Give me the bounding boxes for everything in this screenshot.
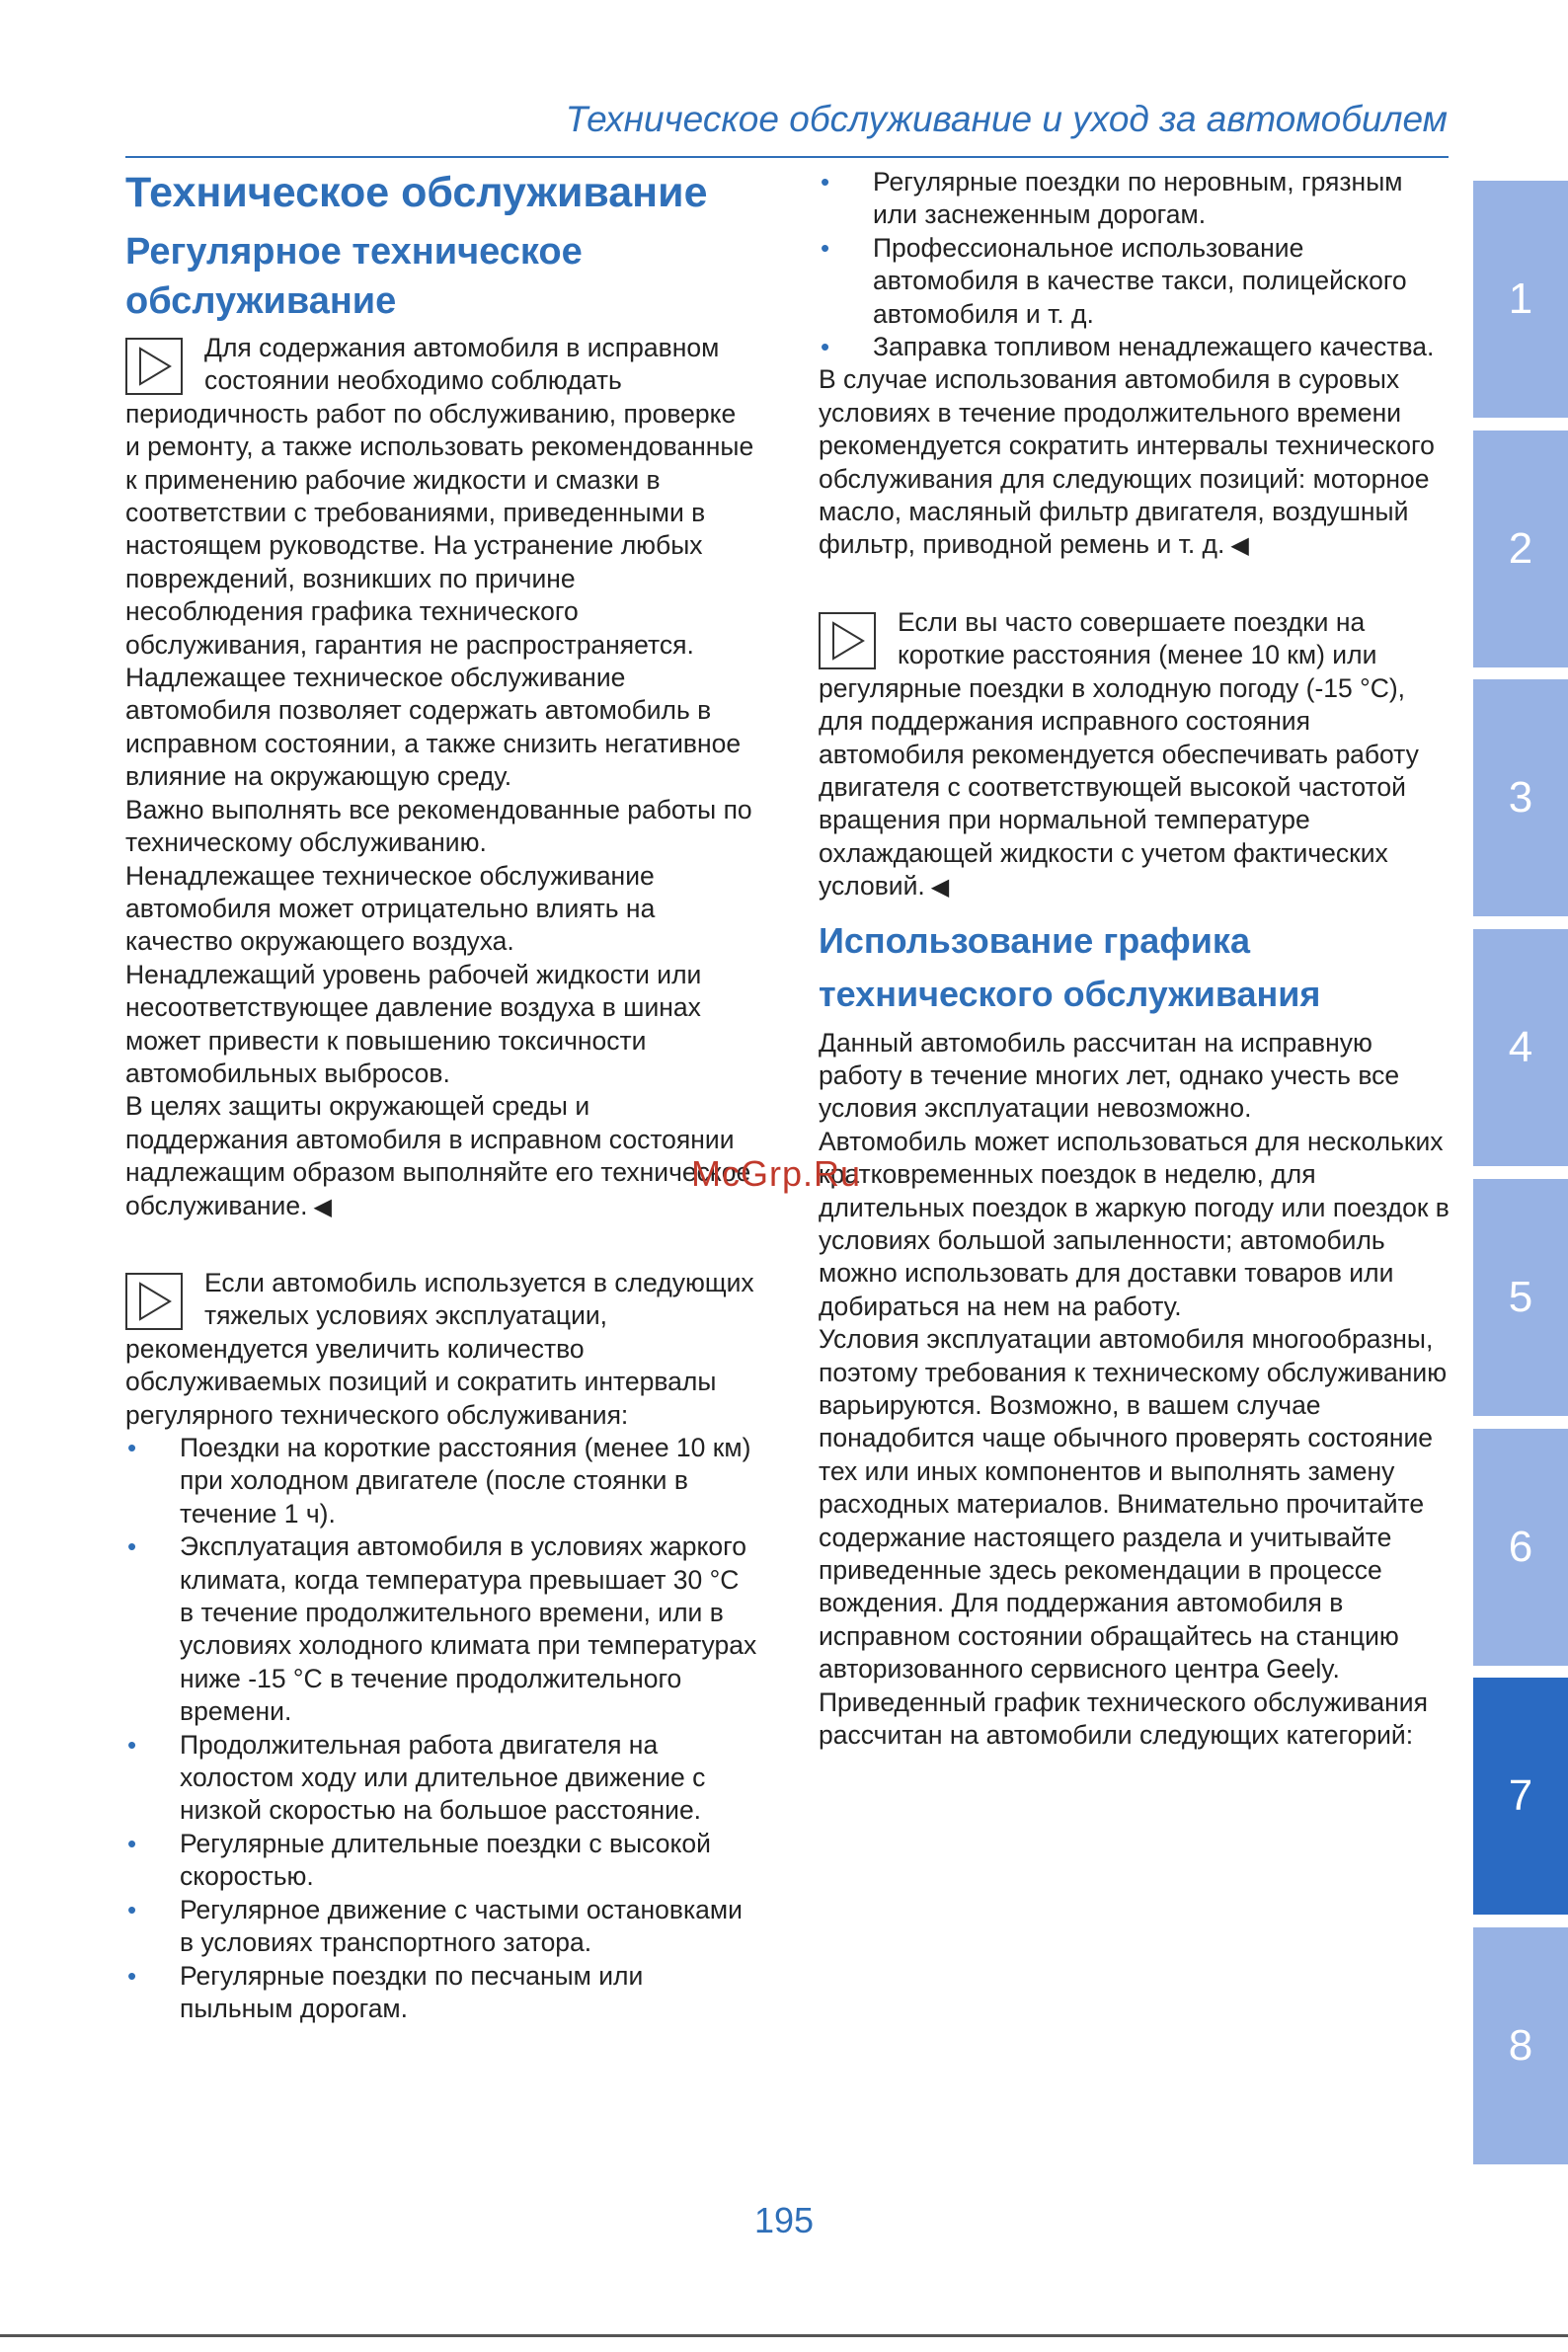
note-paragraph: Ненадлежащее техническое обслуживание автомобиля может отрицательно влиять на качество окружающего воздуха.: [125, 860, 656, 957]
section-title: Техническое обслуживание: [125, 169, 708, 216]
list-item: • Заправка топливом ненадлежащего качества.: [819, 331, 1450, 363]
bullet-icon: •: [127, 1729, 137, 1760]
subsection-title: Регулярное техническое обслуживание: [125, 231, 583, 322]
list-item: • Эксплуатация автомобиля в условиях жаркого климата, когда температура превышает 30 °C в течение продолжительного времени, или в условиях холодного климата при температурах ниже -15 °C в течение продолжительного времени.: [127, 1531, 757, 1727]
note-intro: Если автомобиль используется в следующих тяжелых условиях эксплуатации, рекомендуется увеличить количество обслуживаемых позиций и сократить интервалы регулярного технического обслуживания:: [125, 1267, 754, 1430]
chapter-tabs: [1473, 0, 1568, 2352]
list-item: • Профессиональное использование автомобиля в качестве такси, полицейского автомобиля и т. д.: [821, 232, 1407, 329]
chapter-tab-6[interactable]: 6: [1473, 1429, 1568, 1666]
note-icon: [125, 338, 183, 395]
bullet-icon: •: [127, 1433, 137, 1462]
list-item: • Продолжительная работа двигателя на холостом ходу или длительное движение с низкой скоростью на большое расстояние.: [127, 1729, 706, 1826]
chapter-tab-2[interactable]: 2: [1473, 431, 1568, 667]
chapter-tab-8[interactable]: 8: [1473, 1927, 1568, 2164]
schedule-title: Использование графика технического обслуживания: [819, 919, 1321, 1014]
right-column: [819, 166, 1450, 1752]
left-column: [125, 166, 757, 2025]
end-mark-icon: ◀: [930, 874, 950, 902]
bullet-icon: •: [821, 232, 830, 263]
chapter-tab-5[interactable]: 5: [1473, 1179, 1568, 1416]
bullet-icon: •: [127, 1828, 137, 1858]
end-mark-icon: ◀: [313, 1193, 332, 1220]
bullet-icon: •: [821, 332, 830, 362]
body-paragraph: Автомобиль может использоваться для нескольких кратковременных поездок в неделю, для длительных поездок в жаркую погоду или поездок в условиях большой запыленности; автомобиль можно использовать для доставки товаров или добираться на нем на работу.: [819, 1126, 1450, 1321]
chapter-tab-1[interactable]: 1: [1473, 181, 1568, 418]
watermark: McGrp.Ru: [691, 1153, 862, 1194]
bullet-icon: •: [127, 1894, 137, 1924]
end-mark-icon: ◀: [1230, 532, 1249, 560]
list-item: • Регулярное движение с частыми остановками в условиях транспортного затора.: [127, 1894, 743, 1958]
note-icon: [819, 612, 876, 669]
list-item: • Регулярные поездки по песчаным или пыльным дорогам.: [127, 1960, 644, 2023]
chapter-tab-4[interactable]: 4: [1473, 929, 1568, 1166]
body-paragraph: Приведенный график технического обслуживания рассчитан на автомобили следующих категорий:: [819, 1686, 1428, 1751]
note-icon: [125, 1273, 183, 1330]
note-text: В целях защиты окружающей среды и поддержания автомобиля в исправном состоянии надлежащим образом выполняйте его техническое обслуживание.: [125, 1091, 751, 1220]
body-paragraph: Условия эксплуатации автомобиля многообразны, поэтому требования к техническому обслуживанию варьируются. Возможно, в вашем случае понадобится чаще обычного проверять состояние тех или иных компонентов и выполнять замену расходных материалов. Внимательно прочитайте содержание настоящего раздела и учитывайте приведенные здесь рекомендации в процессе вождения. Для поддержания автомобиля в исправном состоянии обращайтесь на станцию авторизованного сервисного центра Geely.: [819, 1324, 1448, 1685]
note-paragraph: Ненадлежащий уровень рабочей жидкости или несоответствующее давление воздуха в шинах может привести к повышению токсичности автомобильных выбросов.: [125, 959, 702, 1088]
note-paragraph: Важно выполнять все рекомендованные работы по техническому обслуживанию.: [125, 794, 752, 858]
list-item: • Поездки на короткие расстояния (менее 10 км) при холодном двигателе (после стоянки в течение 1 ч).: [127, 1433, 751, 1529]
note-paragraph-last: [125, 1090, 757, 1223]
chapter-tab-3[interactable]: 3: [1473, 679, 1568, 916]
note-paragraph: Для содержания автомобиля в исправном состоянии необходимо соблюдать периодичность работ по обслуживанию, проверке и ремонту, а также использовать рекомендованные к применению рабочие жидкости и смазки в соответствии с требованиями, приведенными в настоящем руководстве. На устранение любых повреждений, возникших по причине несоблюдения графика технического обслуживания, гарантия не распространяется.: [125, 333, 754, 660]
chapter-header: Техническое обслуживание и уход за автомобилем: [565, 99, 1448, 139]
header-divider: [125, 156, 1449, 158]
note-paragraph: Надлежащее техническое обслуживание автомобиля позволяет содержать автомобиль в исправном состоянии, а также снизить негативное влияние на окружающую среду.: [125, 663, 742, 792]
note-block-maintenance: [125, 332, 757, 1223]
note-block-short-trips: [819, 606, 1450, 904]
note-text: Если вы часто совершаете поездки на короткие расстояния (менее 10 км) или регулярные поездки в холодную погоду (-15 °C), для поддержания исправного состояния автомобиля рекомендуется обеспечивать работу двигателя с соответствующей высокой частотой вращения при нормальной температуре охлаждающей жидкости с учетом фактических условий.: [819, 606, 1419, 902]
severe-paragraph: В случае использования автомобиля в суровых условиях в течение продолжительного времени рекомендуется сократить интервалы технического обслуживания для следующих позиций: моторное масло, масляный фильтр двигателя, воздушный фильтр, приводной ремень и т. д. ◀: [819, 364, 1435, 560]
bullet-icon: •: [127, 1531, 137, 1562]
severe-conditions-list: [125, 1432, 757, 2025]
bullet-icon: •: [821, 167, 830, 196]
list-item: • Регулярные поездки по неровным, грязным или заснеженным дорогам.: [821, 167, 1403, 230]
page-number: 195: [753, 2200, 815, 2240]
note-block-severe-conditions: [125, 1267, 757, 2025]
chapter-tab-7[interactable]: 7: [1473, 1678, 1568, 1915]
bottom-divider: [0, 2334, 1568, 2337]
list-item: • Регулярные длительные поездки с высокой скоростью.: [127, 1828, 711, 1892]
severe-conditions-list-continued: [819, 166, 1450, 363]
body-paragraph: Данный автомобиль рассчитан на исправную работу в течение многих лет, однако учесть все условия эксплуатации невозможно.: [819, 1027, 1400, 1124]
bullet-icon: •: [127, 1960, 137, 1991]
